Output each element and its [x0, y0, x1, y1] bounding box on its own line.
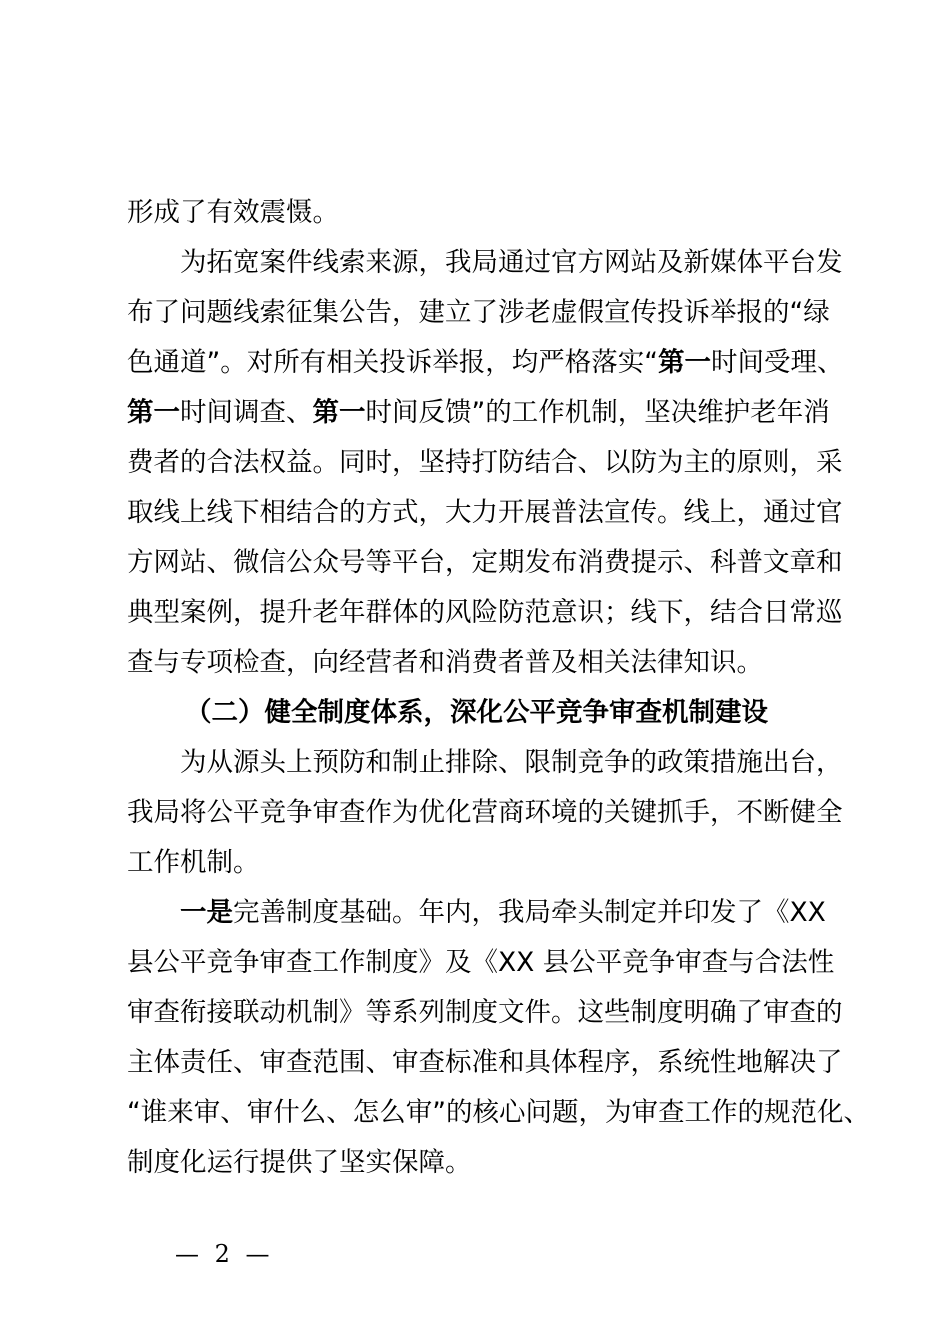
- page-number: — 2 —: [175, 1240, 274, 1268]
- text-segment: 典型案例，提升老年群体的风险防范意识；线下，结合日常巡: [127, 597, 843, 628]
- text-line: [180, 238, 843, 288]
- text-segment: 完善制度基础。年内，我局牵头制定并印发了《XX: [233, 897, 826, 928]
- text-line: [127, 638, 825, 688]
- text-segment: 工作机制。: [127, 847, 260, 878]
- bold-text: 一是: [180, 897, 233, 928]
- text-line: [127, 538, 843, 588]
- text-line: [127, 988, 843, 1038]
- text-segment: 时间调查、: [180, 397, 313, 428]
- text-segment: 方网站、微信公众号等平台，定期发布消费提示、科普文章和: [127, 547, 843, 578]
- text-line: [127, 838, 825, 888]
- text-segment: 布了问题线索征集公告，建立了涉老虚假宣传投诉举报的“绿: [127, 297, 830, 328]
- text-segment: 费者的合法权益。同时，坚持打防结合、以防为主的原则，采: [127, 447, 843, 478]
- section-heading: [185, 688, 768, 738]
- text-line: [127, 1088, 870, 1138]
- text-segment: 为从源头上预防和制止排除、限制竞争的政策措施出台，: [180, 747, 843, 778]
- text-line: [127, 288, 830, 338]
- text-line: [127, 388, 830, 438]
- text-line: [127, 788, 843, 838]
- bold-text: 第一: [657, 347, 711, 378]
- text-line: [127, 588, 843, 638]
- text-segment: 为拓宽案件线索来源，我局通过官方网站及新媒体平台发: [180, 247, 843, 278]
- bold-text: 第一: [127, 397, 180, 428]
- text-segment: 主体责任、审查范围、审查标准和具体程序，系统性地解决了: [127, 1047, 843, 1078]
- text-segment: 县公平竞争审查工作制度》及《XX 县公平竞争审查与合法性: [127, 947, 835, 978]
- text-segment: 查与专项检查，向经营者和消费者普及相关法律知识。: [127, 647, 763, 678]
- text-line: [180, 888, 825, 938]
- text-segment: “谁来审、审什么、怎么审”的核心问题，为审查工作的规范化、: [127, 1097, 870, 1128]
- text-line: [127, 188, 825, 238]
- text-segment: 我局将公平竞争审查作为优化营商环境的关键抓手，不断健全: [127, 797, 843, 828]
- text-segment: 色通道”。对所有相关投诉举报，均严格落实“: [127, 347, 658, 378]
- text-line: [127, 438, 843, 488]
- text-segment: 取线上线下相结合的方式，大力开展普法宣传。线上，通过官: [127, 497, 843, 528]
- text-segment: 形成了有效震慑。: [127, 197, 339, 228]
- text-line: [127, 1138, 825, 1188]
- text-segment: 审查衔接联动机制》等系列制度文件。这些制度明确了审查的: [127, 997, 843, 1028]
- bold-text: 第一: [312, 397, 366, 428]
- text-segment: 时间反馈”的工作机制，坚决维护老年消: [365, 397, 830, 428]
- bold-text: （二）健全制度体系，深化公平竞争审查机制建设: [185, 697, 768, 728]
- text-line: [127, 1038, 843, 1088]
- text-line: [180, 738, 843, 788]
- text-line: [127, 338, 844, 388]
- text-line: [127, 938, 835, 988]
- text-segment: 时间受理、: [710, 347, 844, 378]
- text-segment: 制度化运行提供了坚实保障。: [127, 1147, 472, 1178]
- text-line: [127, 488, 843, 538]
